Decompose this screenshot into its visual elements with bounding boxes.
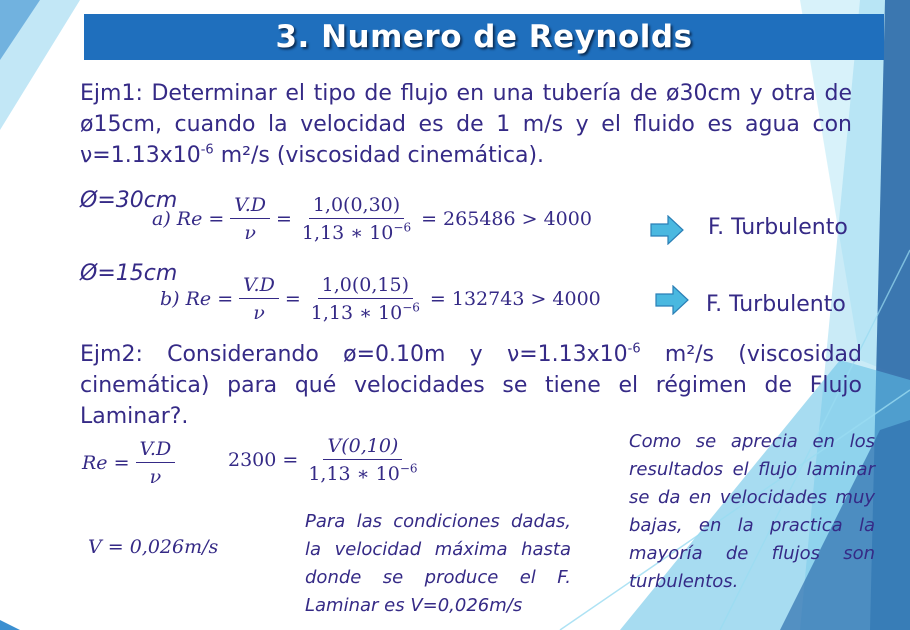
page-title: 3. Numero de Reynolds bbox=[275, 19, 693, 55]
equation-a: a) Re = $\frac{V.D}{\nu}$ = $\frac{1,0(0,30)}{1,13 ∗ 10^{-6}}$ = 265486 > 4000 bbox=[152, 194, 592, 244]
right-arrow-icon bbox=[650, 215, 684, 245]
equation-2300: 2300 = $\frac{V(0,10)}{1,13 ∗ 10^{-6}}$ bbox=[228, 435, 428, 485]
fraction: $\frac{V.D}{\nu}$ bbox=[230, 194, 270, 244]
example1-line1: Ejm1: Determinar el tipo de flujo en una tubería de ø30cm y otra de bbox=[80, 81, 852, 106]
example1-text bbox=[80, 78, 852, 171]
title-bar bbox=[84, 14, 884, 60]
example2-line2: cinemática) para qué velocidades se tiene el régimen de Flujo bbox=[80, 373, 862, 398]
case-b-label: Ø=15cm bbox=[80, 261, 178, 286]
fraction: $\frac{V.D}{\nu}$ bbox=[239, 274, 279, 324]
velocity-result: V = 0,026m/s bbox=[88, 536, 219, 558]
equation-re: Re = $\frac{V.D}{\nu}$ bbox=[82, 438, 181, 488]
example1-line2: ø15cm, cuando la velocidad es de 1 m/s y el fluido es agua con bbox=[80, 112, 852, 137]
example2-line1: Ejm2: Considerando ø=0.10m y $\nu=1.13x10^{-6}$ m²/s (viscosidad bbox=[80, 341, 862, 367]
result-b: F. Turbulento bbox=[706, 292, 846, 317]
example2-text bbox=[80, 339, 862, 432]
case-a-label: Ø=30cm bbox=[80, 188, 178, 213]
result-a: F. Turbulento bbox=[708, 215, 848, 240]
right-arrow-icon bbox=[655, 285, 689, 315]
example2-line3: Laminar?. bbox=[80, 404, 189, 429]
fraction: $\frac{1,0(0,30)}{1,13 ∗ 10^{-6}}$ bbox=[301, 194, 412, 244]
fraction: $\frac{V(0,10)}{1,13 ∗ 10^{-6}}$ bbox=[308, 435, 418, 485]
note-conditions: Para las condiciones dadas, la velocidad máxima hasta donde se produce el F. Laminar es V=0,026m/s bbox=[305, 511, 571, 616]
note-conclusion: Como se aprecia en los resultados el flujo laminar se da en velocidades muy bajas, en la practica la mayoría de flujos son turbulentos. bbox=[629, 431, 875, 592]
example1-line3: $\nu=1.13x10^{-6}$ m²/s (viscosidad cinemática). bbox=[80, 142, 545, 168]
fraction: $\frac{V.D}{\nu}$ bbox=[136, 438, 176, 488]
equation-b: b) Re = $\frac{V.D}{\nu}$ = $\frac{1,0(0,15)}{1,13 ∗ 10^{-6}}$ = 132743 > 4000 bbox=[160, 274, 601, 324]
fraction: $\frac{1,0(0,15)}{1,13 ∗ 10^{-6}}$ bbox=[310, 274, 420, 324]
